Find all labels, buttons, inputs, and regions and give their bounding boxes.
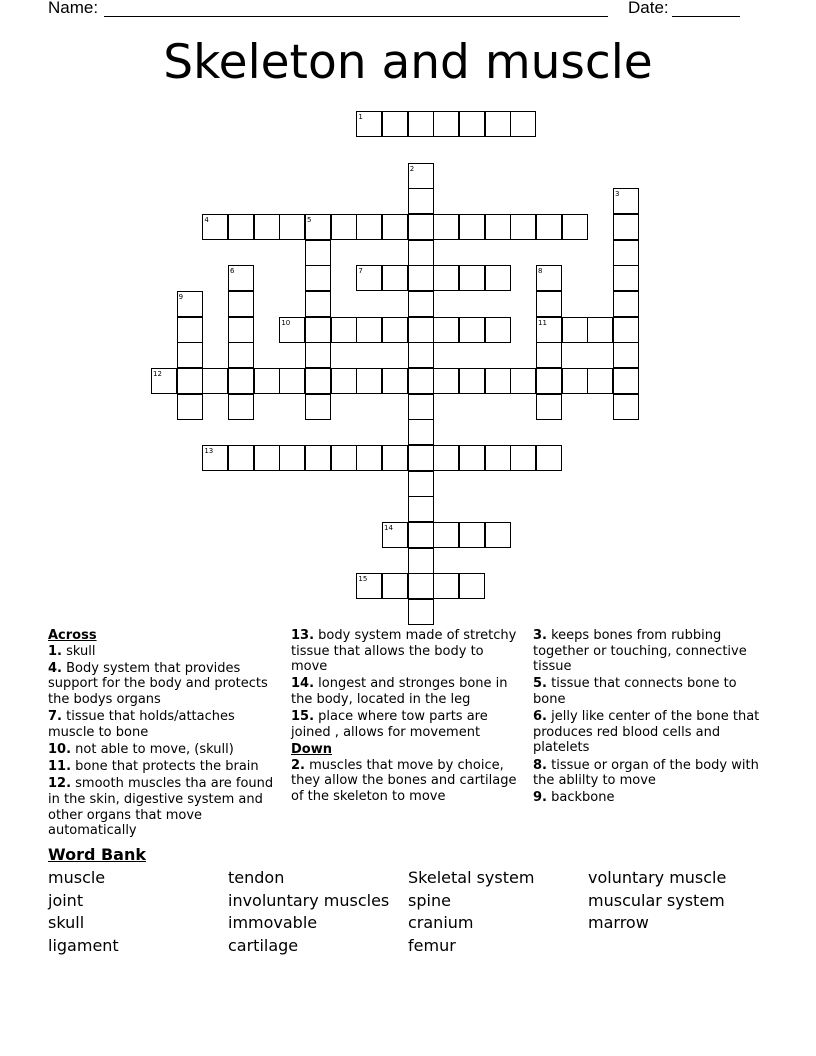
grid-cell[interactable] bbox=[408, 291, 434, 317]
clue-text: tissue or organ of the body with the ablilty to move bbox=[533, 757, 759, 789]
clue-number: 7. bbox=[48, 709, 62, 725]
grid-cell[interactable] bbox=[485, 265, 511, 291]
clues-column-3 bbox=[533, 628, 765, 808]
clue-number-label: 11 bbox=[538, 318, 547, 327]
clue-text: tissue that holds/attaches muscle to bone bbox=[48, 709, 235, 740]
word-bank-item: femur bbox=[408, 935, 456, 955]
clue-item bbox=[291, 709, 521, 740]
grid-cell[interactable] bbox=[177, 291, 203, 317]
grid-cell[interactable] bbox=[433, 522, 459, 548]
clue-text: longest and stronges bone in the body, located in the leg bbox=[291, 676, 508, 707]
grid-cell[interactable] bbox=[177, 394, 203, 420]
clue-number: 11. bbox=[48, 759, 72, 775]
clue-item bbox=[48, 661, 280, 708]
grid-cell[interactable] bbox=[331, 317, 357, 343]
grid-cell[interactable] bbox=[613, 240, 639, 266]
grid-cell[interactable] bbox=[382, 317, 408, 343]
grid-cell[interactable] bbox=[613, 214, 639, 240]
word-bank-item: muscular system bbox=[588, 890, 725, 910]
clue-text: not able to move, (skull) bbox=[71, 741, 234, 757]
grid-cell[interactable] bbox=[459, 317, 485, 343]
grid-cell[interactable] bbox=[613, 291, 639, 317]
grid-cell[interactable] bbox=[408, 111, 434, 137]
word-bank-item: skull bbox=[48, 913, 85, 932]
clue-number-label: 9 bbox=[178, 292, 184, 301]
grid-cell[interactable] bbox=[459, 214, 485, 240]
clues-column-2 bbox=[291, 628, 521, 806]
grid-cell[interactable] bbox=[356, 573, 382, 599]
grid-cell[interactable] bbox=[510, 214, 536, 240]
date-label: Date: bbox=[628, 0, 669, 17]
clue-number: 13. bbox=[291, 628, 315, 643]
grid-cell[interactable] bbox=[356, 317, 382, 343]
grid-cell[interactable] bbox=[459, 265, 485, 291]
grid-cell[interactable] bbox=[613, 188, 639, 214]
grid-cell[interactable] bbox=[331, 368, 357, 394]
grid-cell[interactable] bbox=[151, 368, 177, 394]
grid-cell[interactable] bbox=[485, 522, 511, 548]
clue-number-label: 12 bbox=[153, 369, 162, 378]
grid-cell[interactable] bbox=[177, 317, 203, 343]
clue-item bbox=[291, 758, 521, 805]
grid-cell[interactable] bbox=[279, 368, 305, 394]
word-bank-item: immovable bbox=[228, 913, 318, 932]
grid-cell[interactable] bbox=[228, 214, 254, 240]
grid-cell[interactable] bbox=[382, 214, 408, 240]
grid-cell[interactable] bbox=[485, 214, 511, 240]
grid-cell[interactable] bbox=[382, 265, 408, 291]
grid-cell[interactable] bbox=[433, 317, 459, 343]
grid-cell[interactable] bbox=[408, 394, 434, 420]
grid-cell[interactable] bbox=[228, 317, 254, 343]
grid-cell[interactable] bbox=[228, 265, 254, 291]
grid-cell[interactable] bbox=[562, 368, 588, 394]
down-clue-list bbox=[291, 758, 521, 805]
clue-number-label: 7 bbox=[358, 267, 363, 276]
grid-cell[interactable] bbox=[382, 573, 408, 599]
grid-cell[interactable] bbox=[408, 496, 434, 522]
grid-cell[interactable] bbox=[587, 368, 613, 394]
grid-cell[interactable] bbox=[433, 214, 459, 240]
grid-cell[interactable] bbox=[408, 548, 434, 574]
clue-number-label: 10 bbox=[281, 318, 291, 327]
grid-cell[interactable] bbox=[356, 368, 382, 394]
clue-number: 1. bbox=[48, 643, 62, 659]
grid-cell[interactable] bbox=[408, 522, 434, 548]
grid-cell[interactable] bbox=[305, 445, 331, 471]
grid-cell[interactable] bbox=[485, 368, 511, 394]
grid-cell[interactable] bbox=[305, 317, 331, 343]
clues-column-1 bbox=[48, 628, 280, 840]
grid-cell[interactable] bbox=[202, 214, 228, 240]
clue-number: 10. bbox=[48, 741, 72, 757]
grid-cell[interactable] bbox=[279, 317, 305, 343]
across-clue-list-cont bbox=[291, 628, 521, 740]
clue-item bbox=[533, 676, 765, 707]
grid-cell[interactable] bbox=[613, 394, 639, 420]
grid-cell[interactable] bbox=[510, 445, 536, 471]
clue-number-label: 6 bbox=[230, 267, 235, 276]
word-bank-column-1 bbox=[48, 867, 119, 957]
grid-cell[interactable] bbox=[408, 368, 434, 394]
clue-item bbox=[533, 628, 765, 675]
grid-cell[interactable] bbox=[408, 599, 434, 625]
grid-cell[interactable] bbox=[254, 368, 280, 394]
grid-cell[interactable] bbox=[305, 394, 331, 420]
word-bank-item: joint bbox=[48, 890, 84, 910]
grid-cell[interactable] bbox=[536, 342, 562, 368]
clue-text: keeps bones from rubbing together or touching, connective tissue bbox=[533, 628, 747, 675]
clue-text: bone that protects the brain bbox=[71, 759, 259, 775]
clue-number: 14. bbox=[291, 676, 315, 692]
grid-cell[interactable] bbox=[202, 445, 228, 471]
grid-cell[interactable] bbox=[433, 265, 459, 291]
clue-number-label: 13 bbox=[204, 446, 214, 455]
grid-cell[interactable] bbox=[562, 317, 588, 343]
clue-item bbox=[533, 790, 765, 806]
grid-cell[interactable] bbox=[228, 445, 254, 471]
grid-cell[interactable] bbox=[613, 368, 639, 394]
down-clue-list-cont bbox=[533, 628, 765, 806]
grid-cell[interactable] bbox=[356, 111, 382, 137]
grid-cell[interactable] bbox=[433, 368, 459, 394]
clue-number: 12. bbox=[48, 776, 72, 792]
grid-cell[interactable] bbox=[510, 111, 536, 137]
grid-cell[interactable] bbox=[279, 445, 305, 471]
grid-cell[interactable] bbox=[382, 368, 408, 394]
word-bank-item: tendon bbox=[228, 868, 285, 887]
grid-cell[interactable] bbox=[433, 445, 459, 471]
clue-text: skull bbox=[61, 643, 96, 659]
grid-cell[interactable] bbox=[459, 522, 485, 548]
grid-cell[interactable] bbox=[254, 214, 280, 240]
grid-cell[interactable] bbox=[356, 445, 382, 471]
grid-cell[interactable] bbox=[382, 522, 408, 548]
grid-cell[interactable] bbox=[459, 111, 485, 137]
clue-item bbox=[48, 776, 280, 838]
grid-cell[interactable] bbox=[305, 214, 331, 240]
clue-number-label: 4 bbox=[204, 215, 209, 224]
clue-text: place where tow parts are joined , allows for movement bbox=[291, 709, 488, 740]
grid-cell[interactable] bbox=[279, 214, 305, 240]
clue-text: Body system that provides support for the body and protects the bodys organs bbox=[48, 660, 268, 707]
clue-text: smooth muscles tha are found in the skin, digestive system and other organs that move automatically bbox=[48, 776, 274, 839]
clue-number-label: 8 bbox=[538, 267, 543, 276]
grid-cell[interactable] bbox=[536, 317, 562, 343]
grid-cell[interactable] bbox=[510, 368, 536, 394]
clue-number-label: 2 bbox=[409, 164, 415, 173]
across-header: Across bbox=[48, 628, 97, 643]
clue-text: backbone bbox=[546, 790, 615, 806]
clue-number: 5. bbox=[533, 676, 547, 692]
clue-item bbox=[291, 628, 521, 675]
clue-text: jelly like center of the bone that produces red blood cells and platelets bbox=[533, 709, 760, 756]
across-clue-list bbox=[48, 644, 280, 839]
word-bank-title: Word Bank bbox=[48, 845, 147, 864]
grid-cell[interactable] bbox=[536, 445, 562, 471]
clue-number-label: 5 bbox=[307, 215, 312, 224]
grid-cell[interactable] bbox=[382, 445, 408, 471]
clue-number-label: 15 bbox=[358, 575, 368, 584]
word-bank-item: Skeletal system bbox=[408, 868, 535, 887]
grid-cell[interactable] bbox=[536, 214, 562, 240]
word-bank-item: marrow bbox=[588, 913, 649, 932]
word-bank-column-3 bbox=[408, 867, 534, 957]
clue-number-label: 3 bbox=[615, 190, 620, 199]
clue-number-label: 1 bbox=[358, 113, 363, 122]
word-bank-item: spine bbox=[408, 890, 451, 910]
word-bank-column-2 bbox=[228, 867, 389, 957]
grid-cell[interactable] bbox=[305, 291, 331, 317]
grid-cell[interactable] bbox=[485, 445, 511, 471]
clue-text: tissue that connects bone to bone bbox=[533, 676, 737, 707]
down-header: Down bbox=[291, 741, 332, 757]
word-bank-item: voluntary muscle bbox=[588, 868, 727, 887]
clue-item bbox=[48, 709, 280, 740]
grid-cell[interactable] bbox=[433, 573, 459, 599]
clue-item bbox=[48, 644, 280, 660]
clue-number: 6. bbox=[533, 709, 547, 725]
grid-cell[interactable] bbox=[305, 342, 331, 368]
grid-cell[interactable] bbox=[331, 214, 357, 240]
grid-cell[interactable] bbox=[202, 368, 228, 394]
word-bank-item: cranium bbox=[408, 913, 474, 932]
grid-cell[interactable] bbox=[305, 240, 331, 266]
grid-cell[interactable] bbox=[408, 419, 434, 445]
clue-item bbox=[291, 676, 521, 707]
clue-number-label: 14 bbox=[384, 523, 393, 532]
grid-cell[interactable] bbox=[382, 111, 408, 137]
page-title: Skeleton and muscle bbox=[163, 35, 653, 90]
clue-number: 8. bbox=[533, 757, 547, 773]
clue-item bbox=[48, 742, 280, 758]
clue-item bbox=[48, 759, 280, 775]
word-bank-item: muscle bbox=[48, 868, 106, 887]
grid-cell[interactable] bbox=[331, 445, 357, 471]
grid-cell[interactable] bbox=[536, 265, 562, 291]
word-bank-item: ligament bbox=[48, 935, 119, 955]
grid-cell[interactable] bbox=[408, 317, 434, 343]
clue-number: 2. bbox=[291, 757, 305, 773]
grid-cell[interactable] bbox=[228, 342, 254, 368]
grid-cell[interactable] bbox=[177, 368, 203, 394]
grid-cell[interactable] bbox=[228, 368, 254, 394]
grid-cell[interactable] bbox=[485, 111, 511, 137]
grid-cell[interactable] bbox=[536, 291, 562, 317]
clue-number: 3. bbox=[533, 628, 547, 643]
grid-cell[interactable] bbox=[228, 291, 254, 317]
grid-cell[interactable] bbox=[356, 265, 382, 291]
grid-cell[interactable] bbox=[613, 317, 639, 343]
grid-cell[interactable] bbox=[408, 163, 434, 189]
clue-number: 4. bbox=[48, 660, 62, 676]
grid-cell[interactable] bbox=[305, 368, 331, 394]
grid-cell[interactable] bbox=[356, 214, 382, 240]
grid-cell[interactable] bbox=[408, 214, 434, 240]
grid-cell[interactable] bbox=[459, 573, 485, 599]
clue-number: 15. bbox=[291, 709, 315, 725]
clue-item bbox=[533, 758, 765, 789]
grid-cell[interactable] bbox=[408, 188, 434, 214]
word-bank-item: involuntary muscles bbox=[228, 890, 390, 910]
grid-cell[interactable] bbox=[613, 265, 639, 291]
grid-cell[interactable] bbox=[485, 317, 511, 343]
grid-cell[interactable] bbox=[408, 240, 434, 266]
clue-text: body system made of stretchy tissue that allows the body to move bbox=[291, 628, 517, 675]
grid-cell[interactable] bbox=[562, 214, 588, 240]
grid-cell[interactable] bbox=[459, 368, 485, 394]
grid-cell[interactable] bbox=[613, 342, 639, 368]
grid-cell[interactable] bbox=[433, 111, 459, 137]
word-bank-column-4 bbox=[588, 867, 726, 935]
grid-cell[interactable] bbox=[408, 445, 434, 471]
grid-cell[interactable] bbox=[408, 471, 434, 497]
grid-cell[interactable] bbox=[408, 265, 434, 291]
grid-cell[interactable] bbox=[254, 445, 280, 471]
clue-number: 9. bbox=[533, 790, 547, 806]
grid-cell[interactable] bbox=[536, 394, 562, 420]
clue-item bbox=[533, 709, 765, 756]
grid-cell[interactable] bbox=[305, 265, 331, 291]
word-bank-item: cartilage bbox=[228, 935, 299, 955]
grid-cell[interactable] bbox=[408, 573, 434, 599]
grid-cell[interactable] bbox=[459, 445, 485, 471]
grid-cell[interactable] bbox=[228, 394, 254, 420]
clue-text: muscles that move by choice, they allow the bones and cartilage of the skeleton to move bbox=[291, 757, 517, 804]
grid-cell[interactable] bbox=[587, 317, 613, 343]
name-label: Name: bbox=[48, 0, 99, 17]
grid-cell[interactable] bbox=[408, 342, 434, 368]
grid-cell[interactable] bbox=[177, 342, 203, 368]
grid-cell[interactable] bbox=[536, 368, 562, 394]
